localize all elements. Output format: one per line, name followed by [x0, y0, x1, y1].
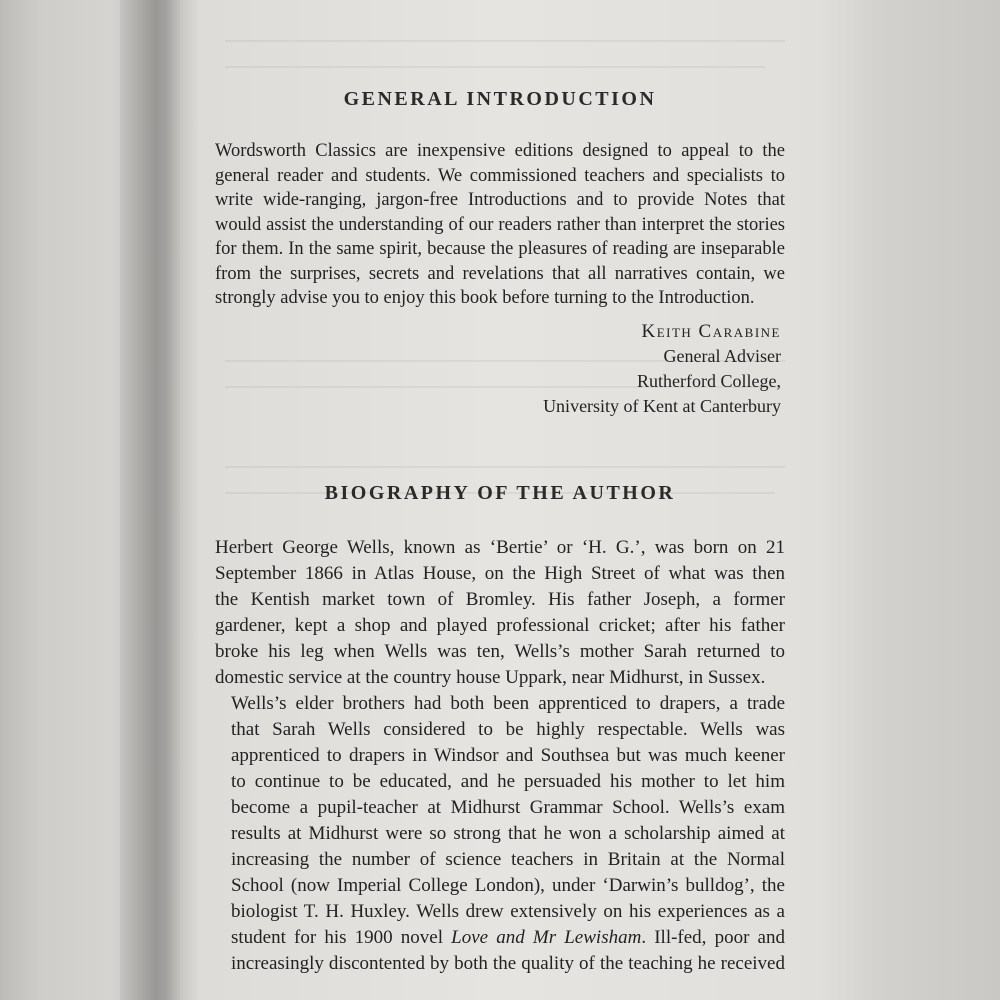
- text-line: to continue to be educated, and he persuaded his mother to let him: [231, 770, 785, 792]
- text-line: gardener, kept a shop and played professional cricket; after his father: [215, 614, 785, 636]
- biography-paragraph: [215, 535, 785, 691]
- text-line: Herbert George Wells, known as ‘Bertie’ or ‘H. G.’, was born on 21: [215, 536, 785, 558]
- page-gutter-shadow: [120, 0, 180, 1000]
- page-content: [215, 88, 785, 977]
- biography-heading: BIOGRAPHY OF THE AUTHOR: [324, 481, 676, 504]
- signature-role: General Adviser: [663, 345, 781, 366]
- text-line: School (now Imperial College London), under ‘Darwin’s bulldog’, the: [231, 874, 785, 896]
- text-line: biologist T. H. Huxley. Wells drew extensively on his experiences as a: [231, 900, 785, 922]
- signature-name: Keith Carabine: [641, 320, 781, 342]
- biography-text: [215, 535, 785, 977]
- text-line: the Kentish market town of Bromley. His father Joseph, a former: [215, 588, 785, 610]
- signature-block: [215, 319, 785, 419]
- text-line: become a pupil-teacher at Midhurst Grammar School. Wells’s exam: [231, 796, 785, 818]
- text-line: increasingly discontented by both the quality of the teaching he received: [231, 952, 785, 974]
- text-line: September 1866 in Atlas House, on the High Street of what was then: [215, 562, 785, 584]
- text-line: results at Midhurst were so strong that he won a scholarship aimed at: [231, 822, 785, 844]
- text-line: that Sarah Wells considered to be highly respectable. Wells was: [231, 718, 785, 740]
- text-fragment: . Ill-fed, poor and: [641, 926, 785, 948]
- signature-university: University of Kent at Canterbury: [543, 395, 781, 416]
- text-line: [215, 925, 785, 951]
- text-line: broke his leg when Wells was ten, Wells’s mother Sarah returned to: [215, 640, 785, 662]
- signature-college: Rutherford College,: [637, 370, 781, 391]
- text-fragment: student for his 1900 novel: [231, 926, 452, 948]
- text-line: domestic service at the country house Uppark, near Midhurst, in Sussex.: [215, 666, 766, 688]
- text-line: apprenticed to drapers in Windsor and Southsea but was much keener: [231, 744, 785, 766]
- text-line: increasing the number of science teachers in Britain at the Normal: [231, 848, 785, 870]
- biography-paragraph: [215, 691, 785, 977]
- general-introduction-heading: GENERAL INTRODUCTION: [343, 88, 657, 110]
- text-line: Wells’s elder brothers had both been apprenticed to drapers, a trade: [231, 692, 785, 714]
- show-through-line: [225, 40, 785, 42]
- show-through-line: [225, 66, 765, 68]
- novel-title: Love and Mr Lewisham: [451, 926, 642, 948]
- general-introduction-text: Wordsworth Classics are inexpensive editions designed to appeal to the general reader and students. We commissioned teachers and specialists to write wide-ranging, jargon-free Introductions and to provide Notes that would assist the understanding of our readers rather than interpret the stories for them. In the same spirit, because the pleasures of reading are inseparable from the surprises, secrets and revelations that all narratives contain, we strongly advise you to enjoy this book before turning to the Introduction.: [215, 141, 785, 308]
